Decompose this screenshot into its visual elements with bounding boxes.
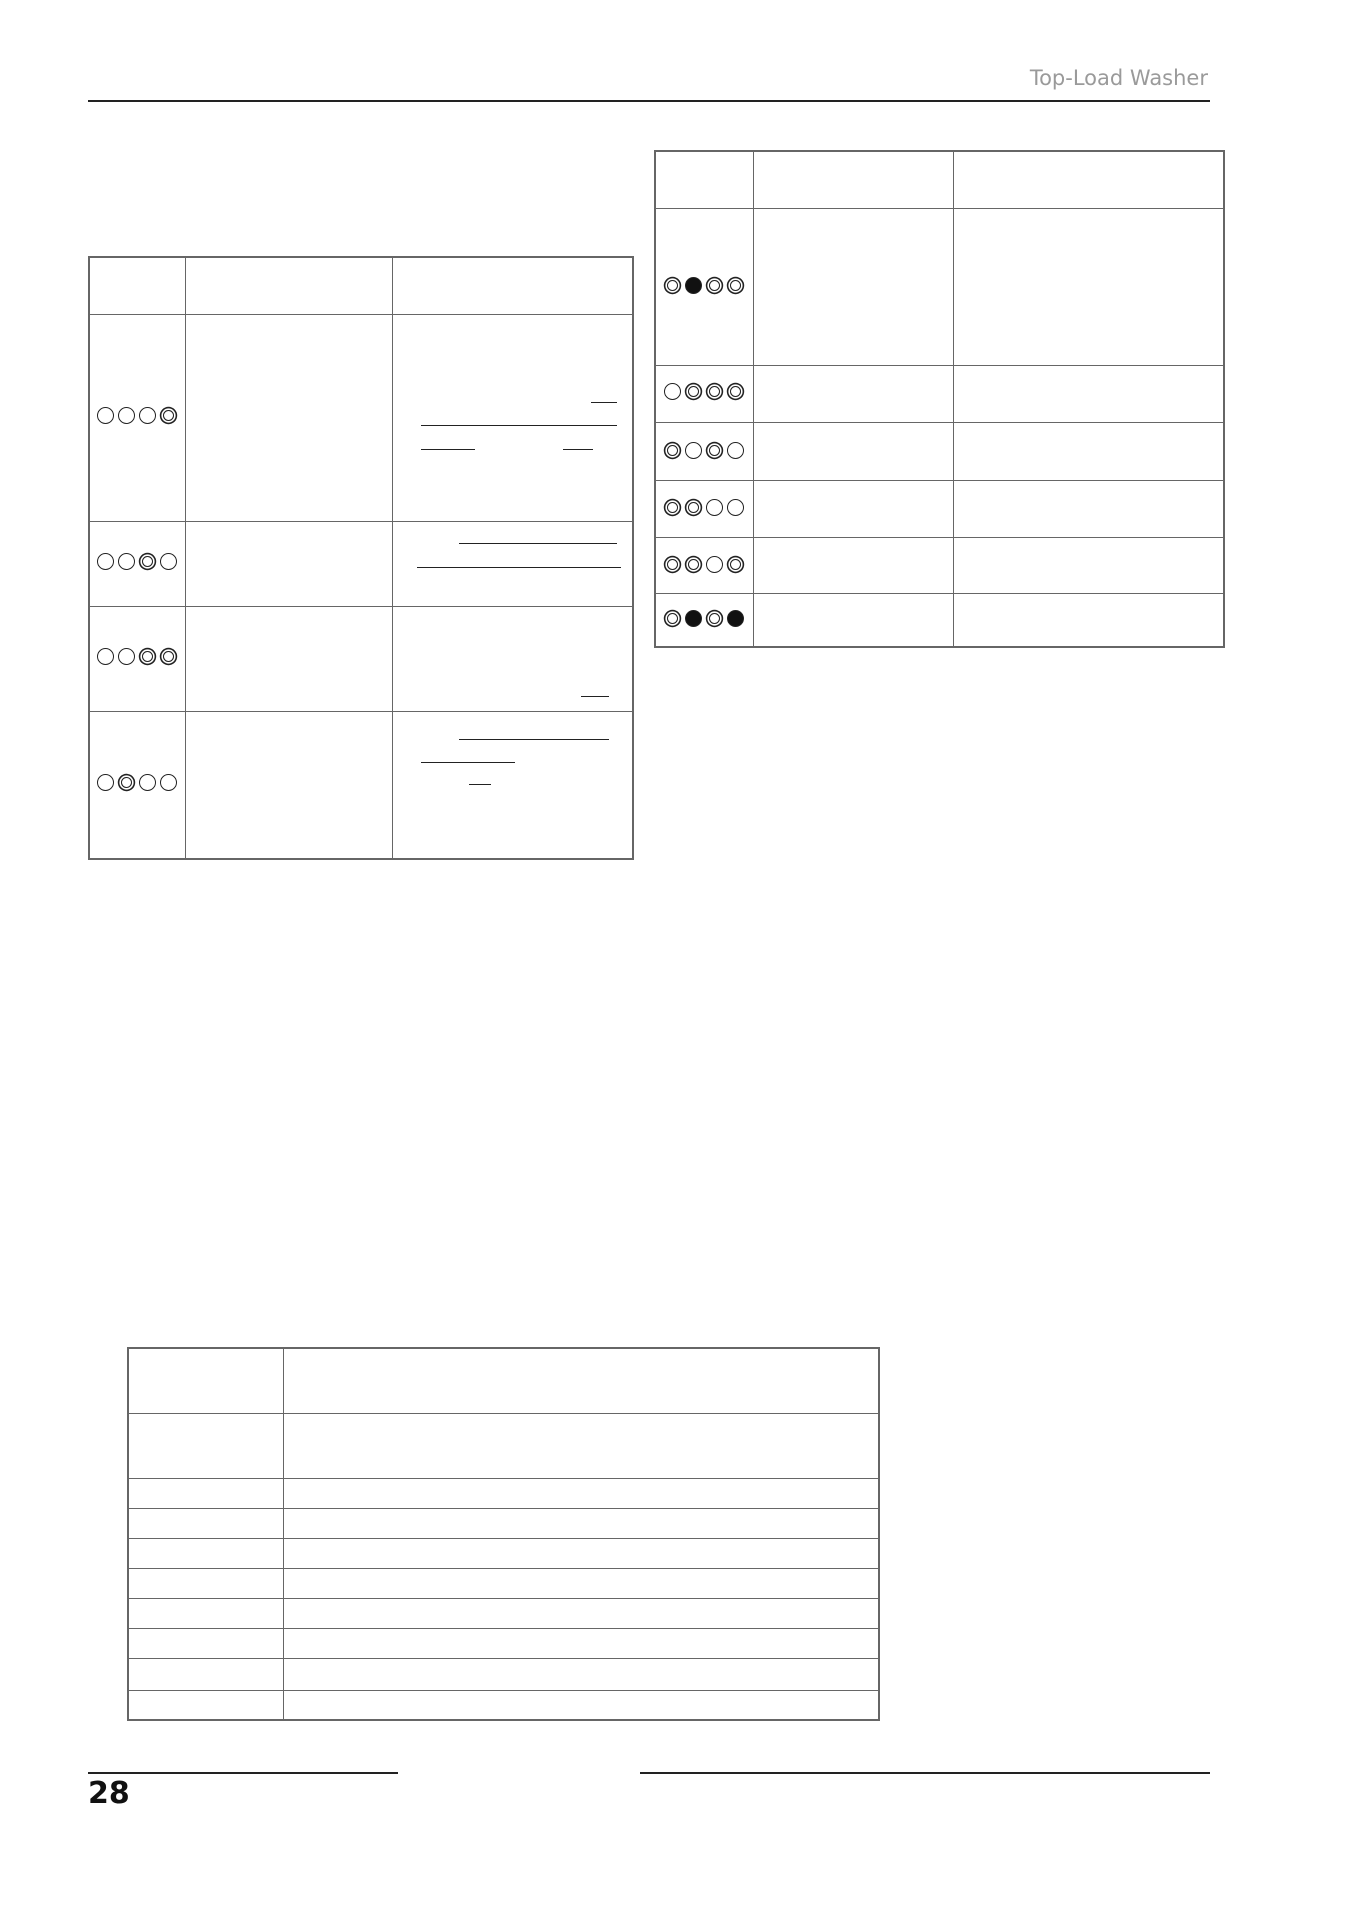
- remedy-cell: [392, 521, 633, 606]
- remedy-cell: [953, 593, 1224, 647]
- indicator-light-double-icon: [142, 556, 153, 567]
- indicator-light-empty-icon: [706, 499, 723, 516]
- table-cell: [283, 1478, 879, 1508]
- table-row: [128, 1538, 879, 1568]
- table-row: [655, 365, 1224, 422]
- table-cell: [283, 1568, 879, 1598]
- indicator-lights: [97, 774, 177, 791]
- indicator-light-empty-icon: [706, 556, 723, 573]
- remedy-cell: [392, 711, 633, 859]
- indicator-light-double-icon: [121, 777, 132, 788]
- indicator-light-empty-icon: [160, 774, 177, 791]
- cause-cell: [753, 537, 953, 593]
- indicator-light-filled-icon: [685, 610, 702, 627]
- table-header-row: [89, 257, 633, 314]
- table-cell: [128, 1628, 283, 1658]
- header-cell: [953, 151, 1224, 208]
- underline: [591, 402, 617, 403]
- underline: [563, 449, 593, 450]
- indicator-cell: [89, 711, 185, 859]
- indicator-lights: [664, 277, 744, 294]
- indicator-cell: [89, 606, 185, 711]
- header-cell: [185, 257, 392, 314]
- running-header: Top-Load Washer: [1029, 66, 1208, 90]
- underline: [417, 567, 621, 568]
- cause-cell: [753, 480, 953, 537]
- header-cell: [128, 1348, 283, 1413]
- table-row: [128, 1508, 879, 1538]
- header-rule: [88, 100, 1210, 102]
- indicator-cell: [655, 593, 753, 647]
- indicator-light-double-icon: [688, 386, 699, 397]
- indicator-light-empty-icon: [664, 383, 681, 400]
- indicator-light-double-icon: [709, 613, 720, 624]
- underline: [421, 449, 475, 450]
- indicator-light-double-icon: [667, 502, 678, 513]
- indicator-lights: [97, 553, 177, 570]
- table-cell: [283, 1658, 879, 1690]
- remedy-cell: [392, 314, 633, 521]
- underline: [459, 739, 609, 740]
- table-cell: [283, 1508, 879, 1538]
- table-row: [128, 1478, 879, 1508]
- indicator-light-double-icon: [688, 502, 699, 513]
- table-cell: [283, 1538, 879, 1568]
- header-cell: [392, 257, 633, 314]
- table-row: [89, 711, 633, 859]
- header-cell: [89, 257, 185, 314]
- table-header-row: [655, 151, 1224, 208]
- footer-rule: [88, 1772, 398, 1774]
- indicator-light-double-icon: [730, 280, 741, 291]
- indicator-cell: [655, 537, 753, 593]
- remedy-cell: [392, 606, 633, 711]
- indicator-light-empty-icon: [97, 648, 114, 665]
- indicator-light-empty-icon: [139, 407, 156, 424]
- table-row: [655, 422, 1224, 480]
- header-cell: [753, 151, 953, 208]
- indicator-light-empty-icon: [160, 553, 177, 570]
- table-cell: [283, 1413, 879, 1478]
- footer-rule: [640, 1772, 1210, 1774]
- underline: [581, 696, 609, 697]
- indicator-light-empty-icon: [685, 442, 702, 459]
- table-cell: [128, 1690, 283, 1720]
- table-cell: [128, 1508, 283, 1538]
- indicator-light-double-icon: [142, 651, 153, 662]
- table-cell: [128, 1598, 283, 1628]
- indicator-lights: [664, 499, 744, 516]
- cause-cell: [185, 606, 392, 711]
- indicator-cell: [89, 314, 185, 521]
- table-row: [655, 537, 1224, 593]
- table-row: [128, 1628, 879, 1658]
- cause-cell: [185, 711, 392, 859]
- table-row: [128, 1568, 879, 1598]
- table-row: [89, 314, 633, 521]
- indicator-lights: [664, 383, 744, 400]
- header-cell: [655, 151, 753, 208]
- indicator-light-double-icon: [667, 280, 678, 291]
- indicator-light-double-icon: [709, 445, 720, 456]
- table-row: [655, 208, 1224, 365]
- indicator-cell: [655, 422, 753, 480]
- indicator-light-empty-icon: [118, 407, 135, 424]
- indicator-light-double-icon: [709, 386, 720, 397]
- cause-cell: [753, 593, 953, 647]
- remedy-cell: [953, 537, 1224, 593]
- table-cell: [128, 1568, 283, 1598]
- indicator-cell: [89, 521, 185, 606]
- table-row: [89, 606, 633, 711]
- right-error-table: [654, 150, 1225, 648]
- indicator-light-double-icon: [667, 559, 678, 570]
- indicator-lights: [664, 556, 744, 573]
- indicator-light-empty-icon: [97, 553, 114, 570]
- table-cell: [283, 1690, 879, 1720]
- table-row: [128, 1413, 879, 1478]
- table-row: [128, 1598, 879, 1628]
- indicator-light-double-icon: [163, 651, 174, 662]
- indicator-light-filled-icon: [727, 610, 744, 627]
- left-error-table: [88, 256, 634, 860]
- indicator-light-empty-icon: [727, 442, 744, 459]
- indicator-lights: [97, 407, 177, 424]
- indicator-cell: [655, 365, 753, 422]
- indicator-light-empty-icon: [118, 648, 135, 665]
- indicator-light-double-icon: [667, 613, 678, 624]
- indicator-light-empty-icon: [97, 407, 114, 424]
- cause-cell: [753, 208, 953, 365]
- remedy-cell: [953, 208, 1224, 365]
- page-number: 28: [88, 1776, 130, 1811]
- cause-cell: [753, 422, 953, 480]
- table-row: [128, 1690, 879, 1720]
- table-cell: [128, 1478, 283, 1508]
- indicator-light-double-icon: [667, 445, 678, 456]
- table-row: [89, 521, 633, 606]
- indicator-lights: [664, 442, 744, 459]
- remedy-cell: [953, 365, 1224, 422]
- table-cell: [283, 1628, 879, 1658]
- underline: [459, 543, 617, 544]
- indicator-light-empty-icon: [139, 774, 156, 791]
- table-row: [655, 593, 1224, 647]
- underline: [421, 762, 515, 763]
- cause-cell: [185, 314, 392, 521]
- indicator-light-empty-icon: [118, 553, 135, 570]
- indicator-light-double-icon: [163, 410, 174, 421]
- table-cell: [128, 1538, 283, 1568]
- table-row: [655, 480, 1224, 537]
- indicator-cell: [655, 480, 753, 537]
- indicator-light-double-icon: [730, 559, 741, 570]
- table-cell: [128, 1658, 283, 1690]
- indicator-light-double-icon: [730, 386, 741, 397]
- table-cell: [283, 1598, 879, 1628]
- underline: [469, 784, 491, 785]
- bottom-table: [127, 1347, 880, 1721]
- underline: [421, 425, 617, 426]
- indicator-light-empty-icon: [97, 774, 114, 791]
- indicator-cell: [655, 208, 753, 365]
- table-header-row: [128, 1348, 879, 1413]
- indicator-light-filled-icon: [685, 277, 702, 294]
- cause-cell: [753, 365, 953, 422]
- table-row: [128, 1658, 879, 1690]
- indicator-light-double-icon: [709, 280, 720, 291]
- indicator-lights: [97, 648, 177, 665]
- header-cell: [283, 1348, 879, 1413]
- indicator-lights: [664, 610, 744, 627]
- remedy-cell: [953, 422, 1224, 480]
- table-cell: [128, 1413, 283, 1478]
- remedy-cell: [953, 480, 1224, 537]
- cause-cell: [185, 521, 392, 606]
- indicator-light-double-icon: [688, 559, 699, 570]
- indicator-light-empty-icon: [727, 499, 744, 516]
